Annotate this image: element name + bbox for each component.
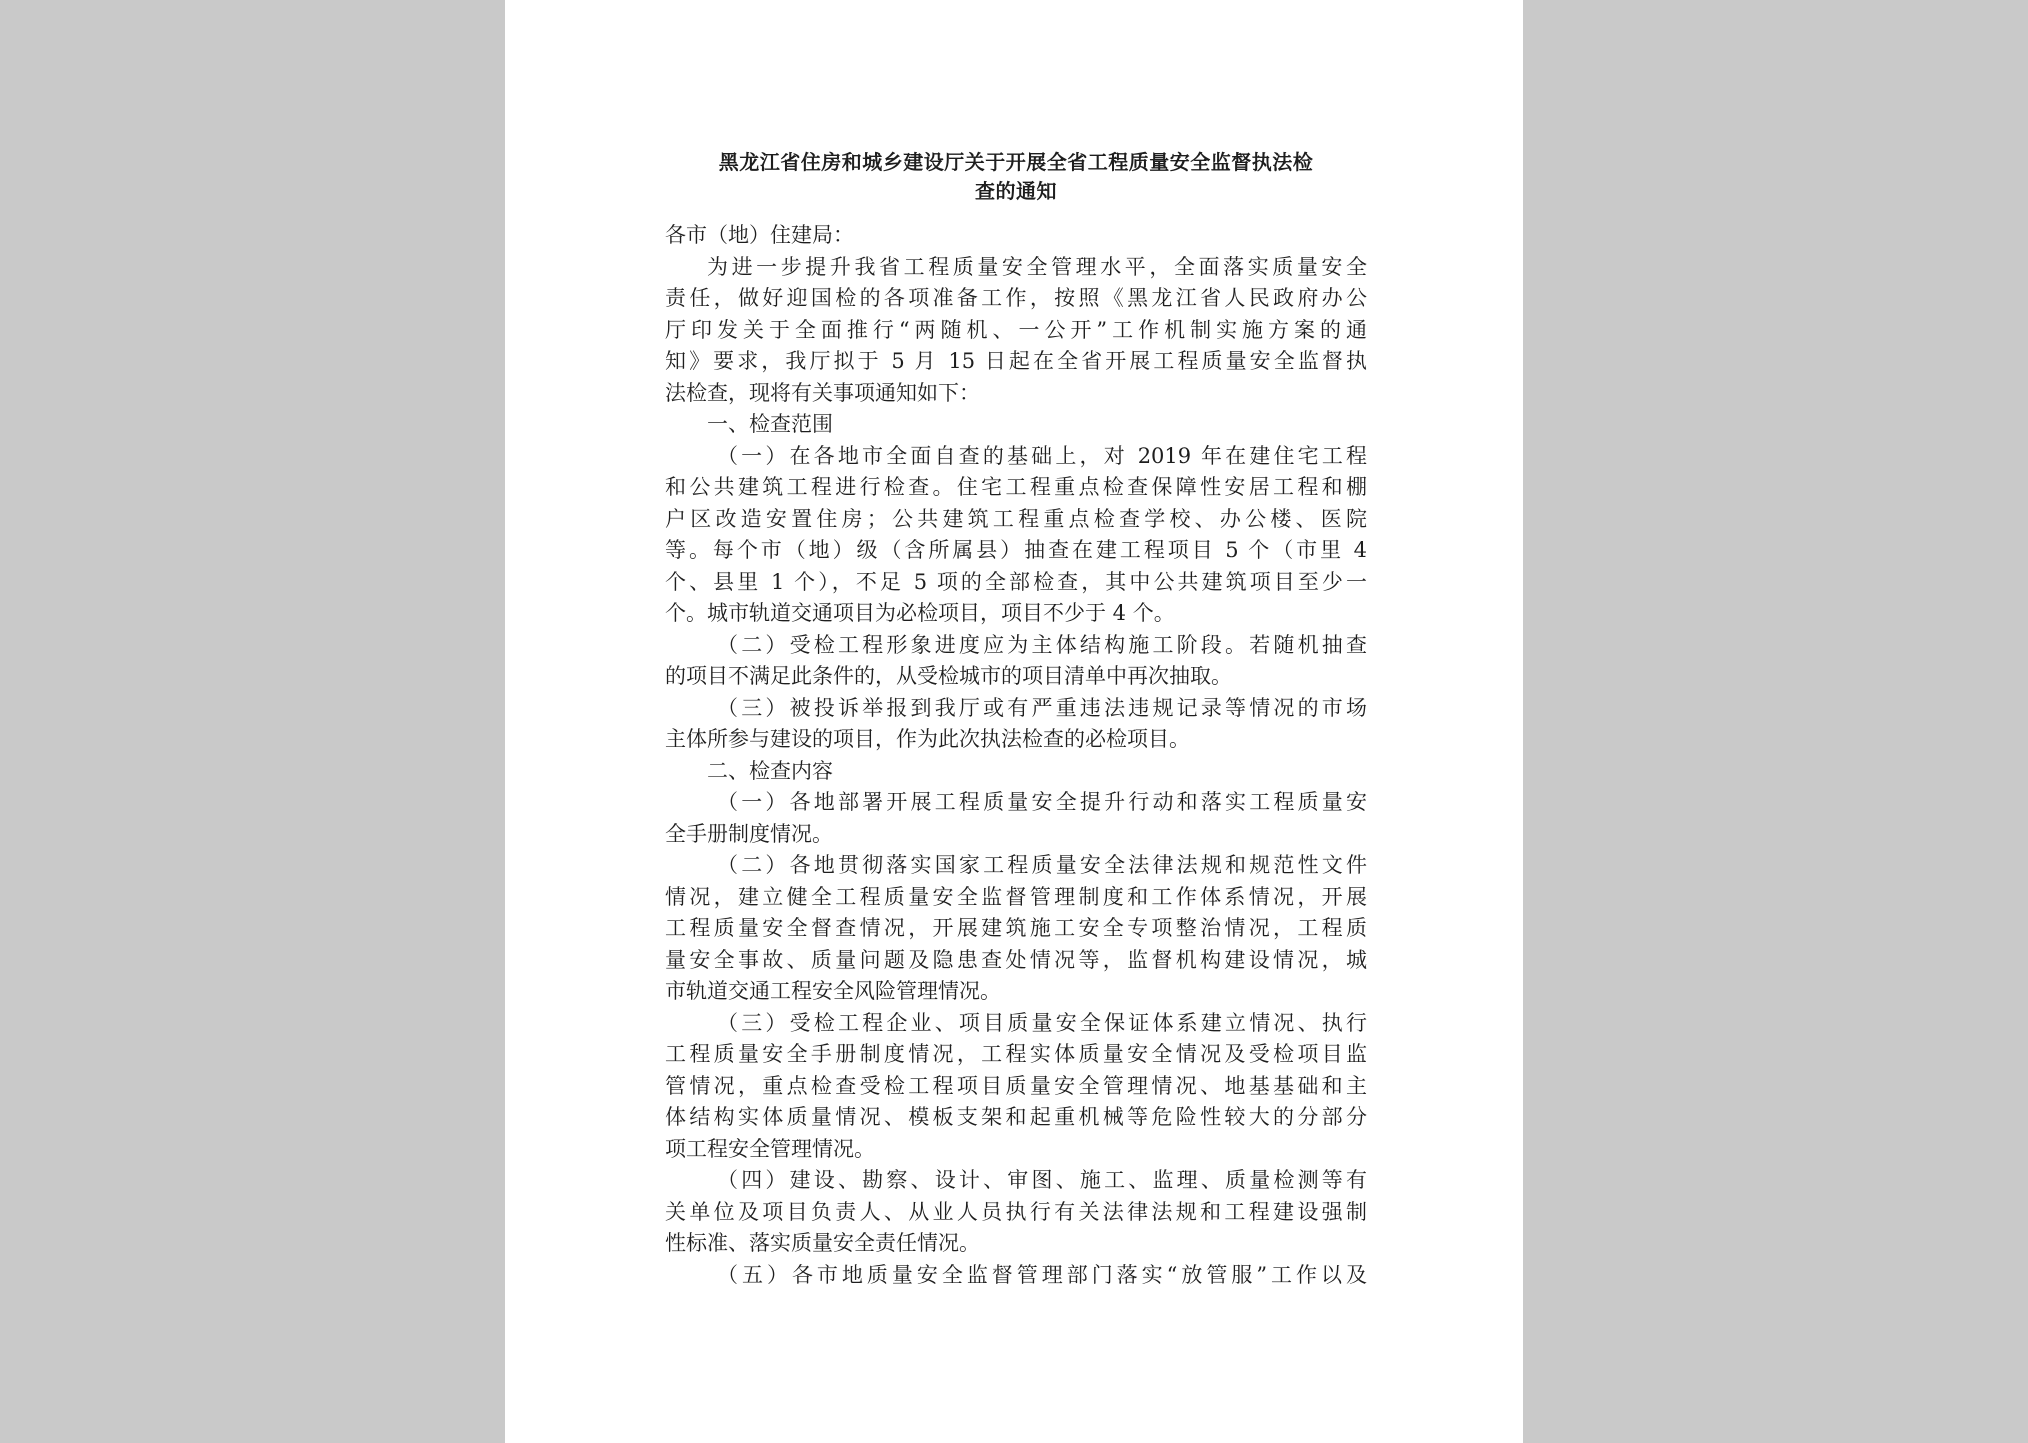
body-line: 的项目不满足此条件的，从受检城市的项目清单中再次抽取。 [665,664,1232,688]
body-line: 和公共建筑工程进行检查。住宅工程重点检查保障性安居工程和棚 [665,475,1367,499]
body-line: 项工程安全管理情况。 [665,1136,875,1161]
body-line: （五）各市地质量安全监督管理部门落实“放管服”工作以及 [717,1262,1367,1287]
body-line: 二、检查内容 [707,758,833,783]
body-line: 主体所参与建设的项目，作为此次执法检查的必检项目。 [665,727,1190,751]
body-line: 法检查，现将有关事项通知如下： [665,380,980,405]
body-line: 关单位及项目负责人、从业人员执行有关法律法规和工程建设强制 [665,1199,1367,1224]
body-line: 一、检查范围 [707,412,833,436]
body-line: 个、县里 1 个），不足 5 项的全部检查，其中公共建筑项目至少一 [665,569,1367,594]
document-body [665,220,1367,1291]
body-line: 厅印发关于全面推行“两随机、一公开”工作机制实施方案的通 [665,317,1367,342]
document-title [665,148,1367,206]
body-line: 知》要求，我厅拟于 5 月 15 日起在全省开展工程质量安全监督执 [665,349,1367,373]
title-line-1: 黑龙江省住房和城乡建设厅关于开展全省工程质量安全监督执法检 [718,150,1314,174]
body-line: 体结构实体质量情况、模板支架和起重机械等危险性较大的分部分 [665,1105,1367,1129]
page-content [665,148,1367,1291]
body-line: 户区改造安置住房；公共建筑工程重点检查学校、办公楼、医院 [665,506,1367,531]
body-line: 各市（地）住建局： [665,223,854,247]
body-line: （一）在各地市全面自查的基础上，对 2019 年在建住宅工程 [717,443,1367,468]
body-line: 等。每个市（地）级（含所属县）抽查在建工程项目 5 个（市里 4 [665,538,1367,562]
body-line: （二）各地贯彻落实国家工程质量安全法律法规和规范性文件 [717,853,1367,877]
body-line: （一）各地部署开展工程质量安全提升行动和落实工程质量安 [717,790,1367,814]
body-line: 性标准、落实质量安全责任情况。 [665,1231,980,1255]
body-line: 管情况，重点检查受检工程项目质量安全管理情况、地基基础和主 [665,1073,1367,1098]
document-page [505,0,1523,1443]
body-line: （二）受检工程形象进度应为主体结构施工阶段。若随机抽查 [717,632,1367,657]
body-line: 情况，建立健全工程质量安全监督管理制度和工作体系情况，开展 [665,884,1367,909]
title-line-2: 查的通知 [975,179,1057,203]
body-line: 市轨道交通工程安全风险管理情况。 [665,979,1001,1003]
body-line: 个。城市轨道交通项目为必检项目，项目不少于 4 个。 [665,601,1175,625]
body-line: 量安全事故、质量问题及隐患查处情况等，监督机构建设情况，城 [665,947,1367,972]
body-line: 工程质量安全手册制度情况，工程实体质量安全情况及受检项目监 [665,1042,1367,1066]
body-line: （三）受检工程企业、项目质量安全保证体系建立情况、执行 [717,1010,1367,1035]
body-line: （四）建设、勘察、设计、审图、施工、监理、质量检测等有 [717,1168,1367,1192]
body-line: （三）被投诉举报到我厅或有严重违法违规记录等情况的市场 [717,695,1367,720]
body-line: 全手册制度情况。 [665,821,833,846]
body-line: 为进一步提升我省工程质量安全管理水平，全面落实质量安全 [707,254,1367,279]
body-line: 责任，做好迎国检的各项准备工作，按照《黑龙江省人民政府办公 [665,286,1367,310]
body-line: 工程质量安全督查情况，开展建筑施工安全专项整治情况，工程质 [665,916,1367,940]
